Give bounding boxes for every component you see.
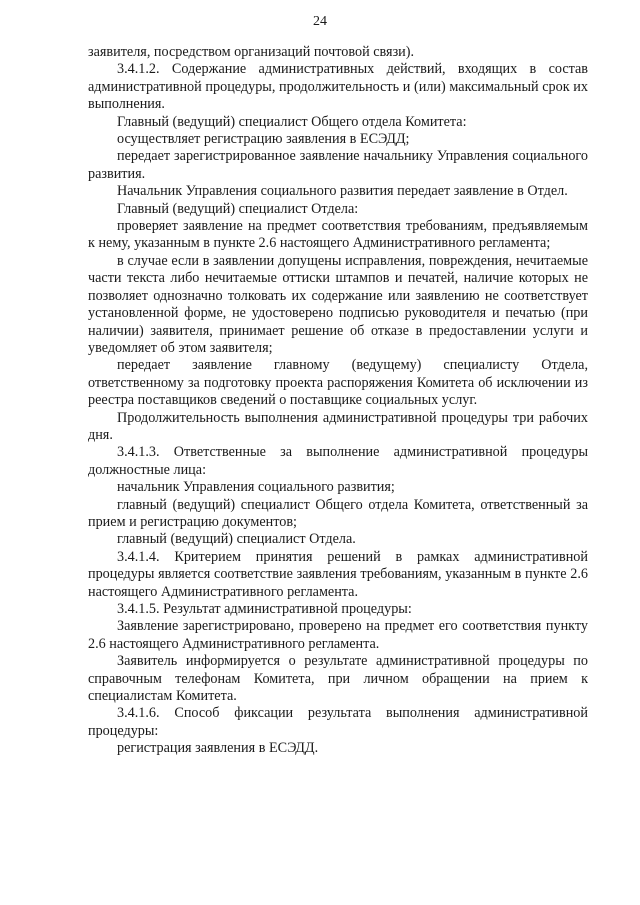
paragraph-result-registered: Заявление зарегистрировано, проверено на предмет его соответствия пункту 2.6 настоящего Административного регламента. bbox=[88, 618, 588, 652]
paragraph-3-4-1-4: 3.4.1.4. Критерием принятия решений в рамках административной процедуры является соответствие заявления требованиям, указанным в пункте 2.6 настоящего Административного регламента. bbox=[88, 548, 588, 600]
paragraph-registration: осуществляет регистрацию заявления в ЕСЭДД; bbox=[117, 131, 410, 148]
paragraph-3-4-1-3: 3.4.1.3. Ответственные за выполнение административной процедуры должностные лица: bbox=[88, 444, 588, 478]
paragraph-transfer-to-head: передает зарегистрированное заявление начальнику Управления социального развития. bbox=[88, 148, 588, 182]
paragraph-refusal-case: в случае если в заявлении допущены исправления, повреждения, нечитаемые части текста либо нечитаемые оттиски штампов и печатей, наличие которых не позволяет однозначно толковать их содержание или заявлению не соответствует установленной форме, не удостоверено подписью руководителя и печатью (при наличии) заявителя, принимает решение об отказе в предоставлении услуги и уведомляет об этом заявителя; bbox=[88, 252, 588, 356]
paragraph-checks-application: проверяет заявление на предмет соответствия требованиям, предъявляемым к нему, указанным в пункте 2.6 настоящего Административного регламента; bbox=[88, 218, 588, 252]
document-body bbox=[88, 44, 588, 758]
paragraph-3-4-1-5: 3.4.1.5. Результат административной процедуры: bbox=[117, 601, 412, 617]
paragraph-general-dept-responsible: главный (ведущий) специалист Общего отдела Комитета, ответственный за прием и регистрацию документов; bbox=[88, 496, 588, 530]
paragraph-duration: Продолжительность выполнения административной процедуры три рабочих дня. bbox=[88, 409, 588, 443]
paragraph-continuation: заявителя, посредством организаций почтовой связи). bbox=[88, 44, 415, 60]
paragraph-3-4-1-6: 3.4.1.6. Способ фиксации результата выполнения административной процедуры: bbox=[88, 705, 588, 739]
paragraph-dept-specialist-item: главный (ведущий) специалист Отдела. bbox=[117, 531, 356, 548]
paragraph-general-dept-specialist: Главный (ведущий) специалист Общего отдела Комитета: bbox=[117, 113, 467, 130]
paragraph-head-of-department: начальник Управления социального развития; bbox=[117, 479, 395, 496]
paragraph-head-transfers: Начальник Управления социального развития передает заявление в Отдел. bbox=[117, 183, 568, 200]
page-number: 24 bbox=[313, 14, 327, 29]
paragraph-3-4-1-2: 3.4.1.2. Содержание административных действий, входящих в состав административной процедуры, продолжительность и (или) максимальный срок их выполнения. bbox=[88, 61, 588, 113]
paragraph-dept-specialist: Главный (ведущий) специалист Отдела: bbox=[117, 200, 359, 217]
paragraph-applicant-informed: Заявитель информируется о результате административной процедуры по справочным телефонам Комитета, при личном обращении на прием к специалистам Комитета. bbox=[88, 653, 588, 705]
paragraph-transfer-to-responsible: передает заявление главному (ведущему) специалисту Отдела, ответственному за подготовку проекта распоряжения Комитета об исключении из реестра поставщиков сведений о поставщике социальных услуг. bbox=[88, 357, 588, 409]
paragraph-registration-result: регистрация заявления в ЕСЭДД. bbox=[117, 740, 319, 757]
